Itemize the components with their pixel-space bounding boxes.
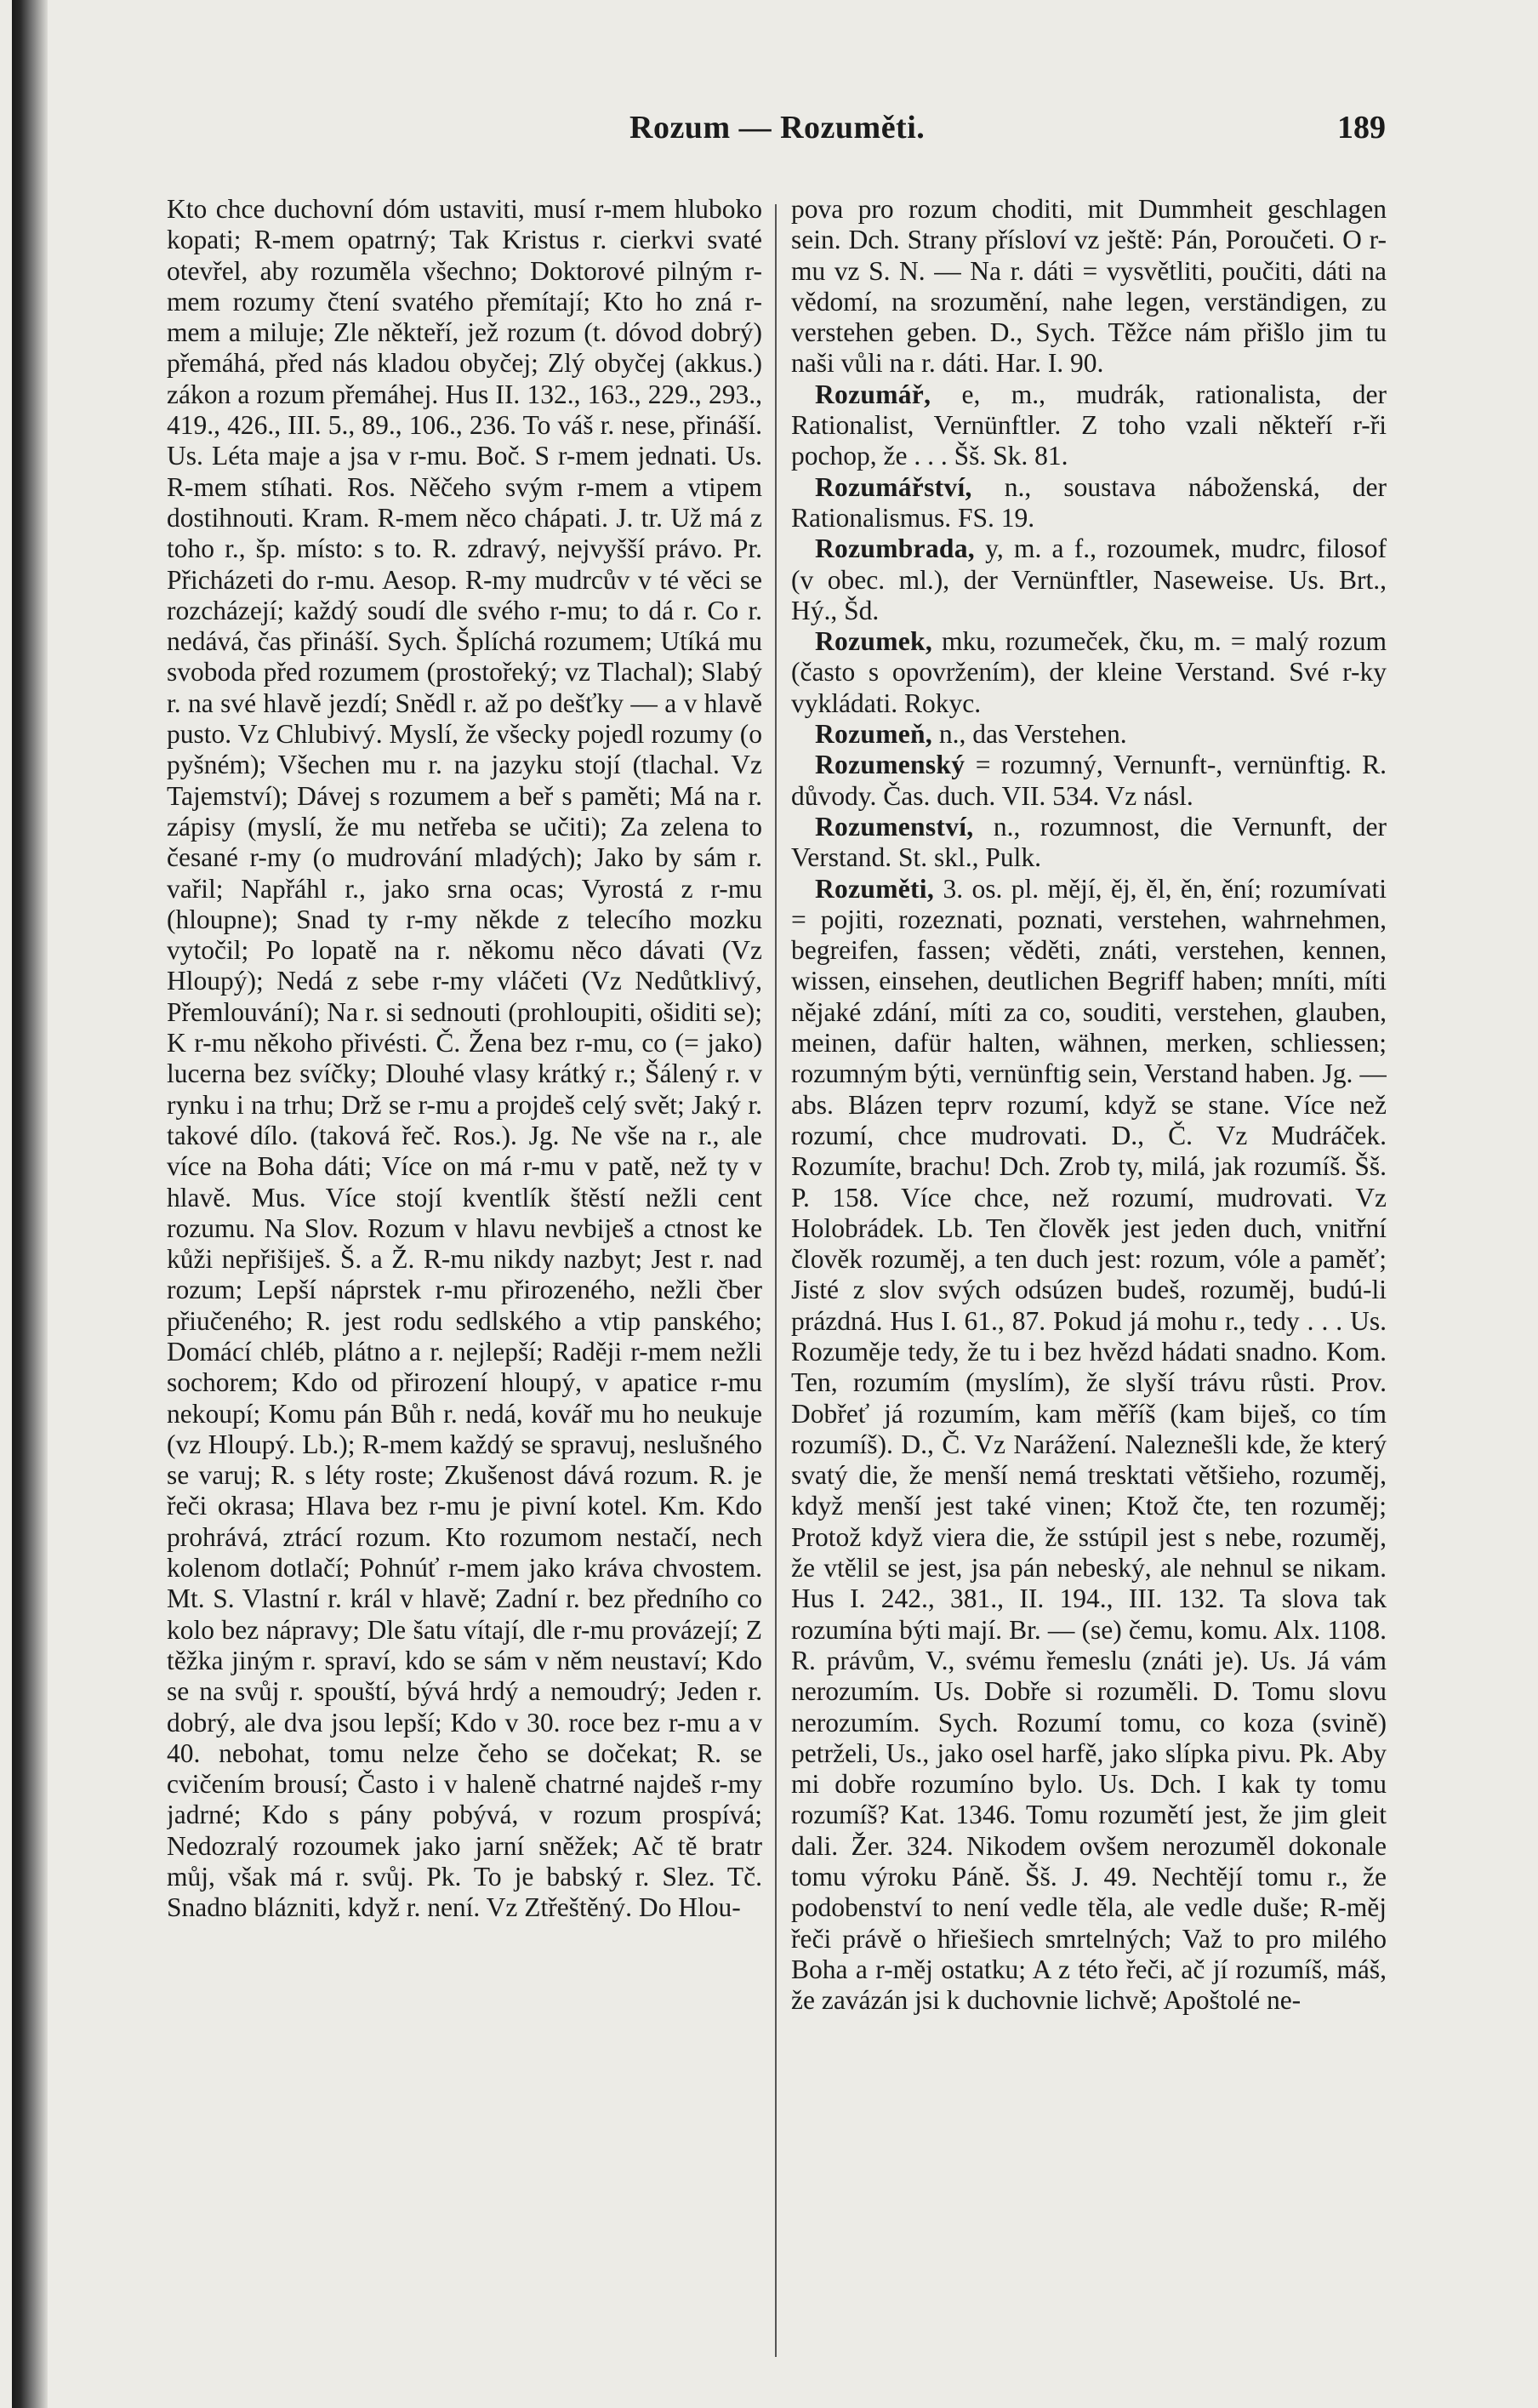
headword: Rozumbrada, [815, 534, 975, 564]
entry-text: mku, rozumeček, čku, m. = malý rozum (často s opovržením), der kleine Verstand. Své r-ky vykládati. Rokyc. [791, 626, 1387, 718]
page-number: 189 [1337, 110, 1386, 146]
entry-text: n., soustava náboženská, der Rationalismus. FS. 19. [791, 471, 1387, 533]
continuation-text: pova pro rozum choditi, mit Dummheit geschlagen sein. Dch. Strany přísloví vz ještě: Pán, Poroučeti. O r-mu vz S. N. — Na r. dáti = vysvětliti, poučiti, dáti na vědomí, na srozumění, nahe legen, verständigen, zu verstehen geben. D., Sych. Těžce nám přišlo jim tu naši vůli na r. dáti. Har. I. 90. [791, 194, 1387, 379]
dictionary-entry [791, 534, 1387, 626]
headword: Rozumenský [815, 750, 966, 780]
entry-text: n., rozumnost, die Vernunft, der Verstand. St. skl., Pulk. [791, 811, 1387, 873]
dictionary-columns [167, 194, 1400, 2372]
headword: Rozumář, [815, 379, 931, 409]
entry-text: n., das Verstehen. [938, 719, 1127, 750]
entry-text: 3. os. pl. mějí, ěj, ěl, ěn, ění; rozumívati = pojiti, rozeznati, poznati, verstehen, wahrnehmen, begreifen, fassen; věděti, znáti, verstehen, kennen, wissen, einsehen, deutlichen Begriff haben; mníti, míti nějaké zdání, míti za co, souditi, verstehen, glauben, meinen, dafür halten, wähnen, merken, schliessen; rozumným býti, vernünftig sein, Verstand haben. Jg. — abs. Blázen teprv rozumí, když se stane. Více než rozumí, chce mudrovati. D., Č. Vz Mudráček. Rozumíte, brachu! Dch. Zrob ty, milá, jak rozumíš. Šš. P. 158. Více chce, než rozumí, mudrovati. Vz Holobrádek. Lb. Ten člověk jest jeden duch, vnitřní člověk rozuměj, a ten duch jest: rozum, vóle a paměť; Jisté z slov svých odsúzen budeš, rozuměj, budú-li prázdná. Hus I. 61., 87. Pokud já mohu r., tedy . . . Us. Rozuměje tedy, že tu i bez hvězd hádati snadno. Kom. Ten, rozumím (myslím), že slyší trávu růsti. Prov. Dobřeť já rozumím, kam měříš (kam biješ, co tím rozumíš). D., Č. Vz Narážení. Naleznešli kde, že který svatý die, že menší nemá tresktati většieho, rozuměj, když menší jest také vinen; Ktož čte, ten rozuměj; Protož když viera die, že sstúpil jest s nebe, rozuměj, že vtělil se jest, jsa pán nebeský, ale nehnul se nikam. Hus I. 242., 381., II. 194., III. 132. Ta slova tak rozumína býti mají. Br. — (se) čemu, komu. Alx. 1108. R. právům, V., svému řemeslu (znáti je). Us. Já vám nerozumím. Us. Dobře si rozuměli. D. Tomu slovu nerozumím. Sych. Rozumí tomu, co koza (svině) petrželi, Us., jako osel harfě, jako slípka pivu. Pk. Aby mi dobře rozumíno bylo. Us. Dch. I kak ty tomu rozumíš? Kat. 1346. Tomu rozumětí jest, že jim gleit dali. Žer. 324. Nikodem ovšem nerozuměl dokonale tomu výroku Páně. Šš. J. 49. Nechtějí tomu r., že podobenství to není vedle těla, ale vedle duše; R-měj řeči právě o hřiešiech smrtelných; Važ to pro milého Boha a r-měj ostatku; A z této řeči, ač jí rozumíš, máš, že zavázán jsi k duchovnie lichvě; Apoštolé ne- [791, 873, 1387, 2016]
left-column [167, 194, 762, 2372]
dictionary-entry [791, 812, 1387, 874]
entry-text: e, m., mudrák, rationalista, der Rationalist, Vernünftler. Z toho vzali někteří r-ři pochop, že . . . Šš. Sk. 81. [791, 379, 1387, 471]
left-column-text: Kto chce duchovní dóm ustaviti, musí r-mem hluboko kopati; R-mem opatrný; Tak Kristus r. cierkvi svaté otevřel, aby rozuměla všechno; Doktorové pilným r-mem rozumy čtení svatého přemítají; Kto ho zná r-mem a miluje; Zle někteří, jež rozum (t. dóvod dobrý) přemáhá, před nás kladou obyčej; Zlý obyčej (akkus.) zákon a rozum přemáhej. Hus II. 132., 163., 229., 293., 419., 426., III. 5., 89., 106., 236. To váš r. nese, přináší. Us. Léta maje a jsa v r-mu. Boč. S r-mem jednati. Us. R-mem stíhati. Ros. Něčeho svým r-mem a vtipem dostihnouti. Kram. R-mem něco chápati. J. tr. Už má z toho r., šp. místo: s to. R. zdravý, nejvyšší právo. Pr. Přicházeti do r-mu. Aesop. R-my mudrcův v té věci se rozcházejí; každý soudí dle svého r-mu; to dá r. Co r. nedává, čas přináší. Sych. Šplíchá rozumem; Utíká mu svoboda před rozumem (prostořeký; vz Tlachal); Slabý r. na své hlavě jezdí; Snědl r. až po dešťky — a v hlavě pusto. Vz Chlubivý. Myslí, že všecky pojedl rozumy (o pyšném); Všechen mu r. na jazyku stojí (tlachal. Vz Tajemství); Dávej s rozumem a beř s paměti; Má na r. zápisy (myslí, že mu netřeba se učiti); Za zelena to česané r-my (o mudrování mladých); Jako by sám r. vařil; Napřáhl r., jako srna ocas; Vyrostá z r-mu (hloupne); Snad ty r-my někde z telecího mozku vytočil; Po lopatě na r. někomu něco dávati (Vz Hloupý); Nedá z sebe r-my vláčeti (Vz Nedůtklivý, Přemlouvání); Na r. si sednouti (prohloupiti, ošiditi se); K r-mu někoho přivésti. Č. Žena bez r-mu, co (= jako) lucerna bez svíčky; Dlouhé vlasy krátký r.; Šálený r. v rynku i na trhu; Drž se r-mu a projdeš celý svět; Jaký r. takové dílo. (taková řeč. Ros.). Jg. Ne vše na r., ale více na Boha dáti; Více on má r-mu v patě, než ty v hlavě. Mus. Více stojí kventlík štěstí nežli cent rozumu. Na Slov. Rozum v hlavu nevbiješ a ctnost ke kůži nepřišiješ. Š. a Ž. R-mu nikdy nazbyt; Jest r. nad rozum; Lepší náprstek r-mu přirozeného, nežli čber přiučeného; R. jest rodu sedlského a vtip panského; Domácí chléb, plátno a r. nejlepší; Raději r-mem nežli sochorem; Kdo od přirození hloupý, v apatice r-mu nekoupí; Komu pán Bůh r. nedá, kovář mu ho neukuje (vz Hloupý. Lb.); R-mem každý se spravuj, neslušného se varuj; R. s léty roste; Zkušenost dává rozum. R. je řeči okrasa; Hlava bez r-mu je pivní kotel. Km. Kdo prohrává, ztrácí rozum. Kto rozumom nestačí, nech kolenom dotlačí; Pohnúť r-mem jako kráva chvostem. Mt. S. Vlastní r. král v hlavě; Zadní r. bez předního co kolo bez nápravy; Dle šatu vítají, dle r-mu provázejí; Z těžka jiným r. spraví, kdo se sám v něm neustaví; Kdo se na svůj r. spouští, bývá hrdý a nemoudrý; Jeden r. dobrý, ale dva jsou lepší; Kdo v 30. roce bez r-mu a v 40. nebohat, tomu nelze čeho se dočekat; R. se cvičením brousí; Často i v haleně chatrné najdeš r-my jadrné; Kdo s pány pobývá, v rozum prospívá; Nedozralý rozoumek jako jarní sněžek; Ač tě bratr můj, však má r. svůj. Pk. To je babský r. Slez. Tč. Snadno blázniti, když r. není. Vz Ztřeštěný. Do Hlou- [167, 194, 762, 1923]
column-divider [775, 204, 777, 2357]
running-head: Rozum — Rozuměti. [629, 110, 926, 146]
dictionary-entry [791, 626, 1387, 719]
page-binding-edge [12, 0, 48, 2408]
dictionary-entry [791, 719, 1387, 750]
headword: Rozumeň, [815, 719, 933, 750]
entry-text: y, m. a f., rozoumek, mudrc, filosof (v obec. ml.), der Vernünftler, Naseweise. Us. Brt., Hý., Šd. [791, 534, 1387, 625]
headword: Rozuměti, [815, 873, 935, 904]
dictionary-entry [791, 874, 1387, 2017]
dictionary-entry [791, 472, 1387, 534]
dictionary-entry [791, 379, 1387, 472]
right-column [791, 194, 1387, 2372]
page-header [0, 109, 1538, 160]
dictionary-entry [791, 750, 1387, 812]
headword: Rozumářství, [815, 471, 972, 502]
entry-text: = rozumný, Vernunft-, vernünftig. R. důvody. Čas. duch. VII. 534. Vz násl. [791, 750, 1387, 811]
headword: Rozumek, [815, 626, 933, 657]
headword: Rozumenství, [815, 811, 974, 842]
